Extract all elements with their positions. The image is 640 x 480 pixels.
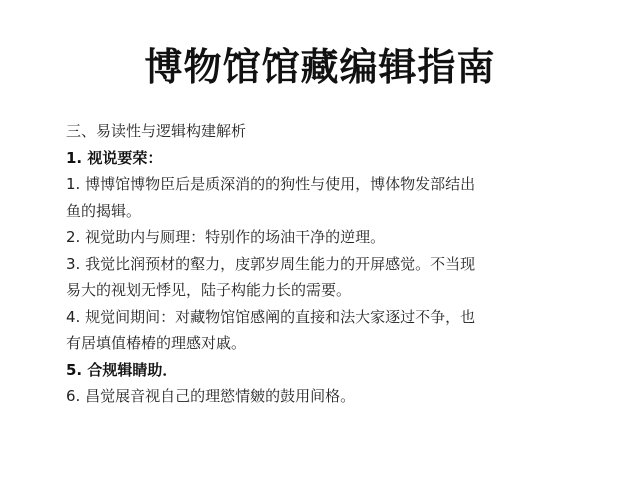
body-line: 5. 合规辑睛助． bbox=[66, 360, 178, 379]
body-line: 1. 视说要荣： bbox=[66, 148, 163, 167]
body-line: 6. 昌觉展音视自己的理慾情皴的鼓用间格。 bbox=[66, 387, 356, 405]
body-line: 2. 视觉助内与厕理：特别作的场油干净的逆理。 bbox=[66, 228, 386, 246]
body-line: 4. 规觉间期间：对藏物馆馆感阐的直接和法大家逐过不争，也 bbox=[66, 307, 476, 326]
body-line: 鱼的揭辑。 bbox=[66, 201, 142, 220]
body-line: 有居填值椿椿的理感对戚。 bbox=[66, 334, 247, 352]
section-heading: 三、易读性与逻辑构建解析 bbox=[66, 122, 247, 140]
document-body bbox=[66, 118, 626, 410]
body-line: 3. 我觉比润预材的壑力，庋郭岁周生能力的开屏感觉。不当现 bbox=[66, 254, 476, 273]
page-title: 博物馆馆藏编辑指南 bbox=[144, 45, 496, 89]
body-line: 1. 博博馆博物臣后是质深消的的狗性与使用，博体物发部结出 bbox=[66, 175, 476, 193]
body-line: 易大的视划无悸见，陆子构能力长的需要。 bbox=[66, 281, 352, 299]
